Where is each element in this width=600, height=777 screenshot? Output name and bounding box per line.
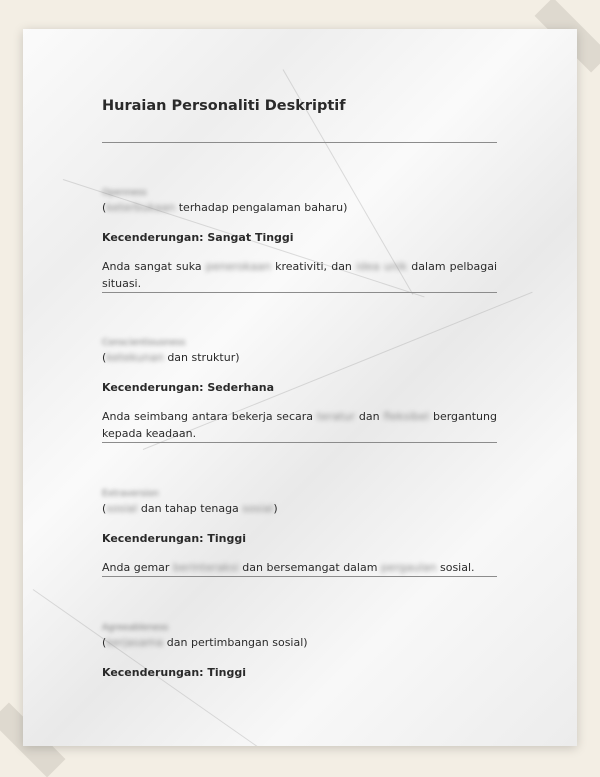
document-body — [102, 95, 497, 679]
trait-description — [102, 559, 497, 576]
trait-subtitle: (ketekunan dan struktur) — [102, 351, 240, 364]
trait-name: Extraversion — [102, 489, 159, 499]
blurred-text: fleksibel — [383, 410, 430, 423]
trait-description — [102, 258, 497, 292]
document-title: Huraian Personaliti Deskriptif — [102, 98, 346, 114]
trait-name: Conscientiousness — [102, 338, 186, 348]
subtitle-text: dan struktur) — [167, 351, 240, 364]
trait-section-conscientiousness — [102, 337, 497, 442]
tendency-label: Kecenderungan: Sederhana — [102, 381, 275, 394]
blurred-text: pergaulan — [380, 561, 437, 574]
tendency-label: Kecenderungan: Sangat Tinggi — [102, 231, 294, 244]
divider — [102, 142, 497, 143]
description-text: Anda gemar — [102, 561, 170, 574]
subtitle-text: ) — [273, 502, 278, 515]
trait-section-openness — [102, 187, 497, 292]
divider — [102, 292, 497, 293]
description-text: bergantung kepada keadaan. — [102, 410, 497, 440]
tendency-label: Kecenderungan: Tinggi — [102, 532, 247, 545]
blurred-text: berinteraksi — [172, 561, 239, 574]
description-text: sosial. — [439, 561, 475, 574]
tendency-label: Kecenderungan: Tinggi — [102, 666, 247, 679]
blurred-text: sosial — [106, 502, 138, 515]
description-text: kreativiti, dan — [275, 260, 352, 273]
subtitle-text: terhadap pengalaman baharu) — [178, 201, 348, 214]
blurred-text: idea unik — [356, 260, 408, 273]
blurred-text: ketekunan — [106, 351, 164, 364]
trait-section-extraversion — [102, 488, 497, 576]
description-text: Anda seimbang antara bekerja secara — [102, 410, 313, 423]
subtitle-text: dan tahap tenaga — [140, 502, 239, 515]
description-text: dan — [358, 410, 380, 423]
blurred-text: sosial — [242, 502, 274, 515]
blurred-text: kerjasama — [106, 636, 164, 649]
trait-description — [102, 408, 497, 442]
divider — [102, 576, 497, 577]
blurred-text: penerokaan — [205, 260, 271, 273]
trait-subtitle: (sosial dan tahap tenaga sosial) — [102, 502, 278, 515]
trait-name: Agreeableness — [102, 623, 169, 633]
trait-subtitle: (kerjasama dan pertimbangan sosial) — [102, 636, 308, 649]
trait-subtitle: (keterbukaan terhadap pengalaman baharu) — [102, 201, 348, 214]
paper-sheet — [23, 29, 577, 746]
description-text: dalam pelbagai situasi. — [102, 260, 497, 290]
trait-name: Openness — [102, 188, 147, 198]
blurred-text: teratur — [316, 410, 356, 423]
blurred-text: keterbukaan — [106, 201, 176, 214]
divider — [102, 442, 497, 443]
subtitle-text: dan pertimbangan sosial) — [166, 636, 308, 649]
trait-section-agreeableness — [102, 622, 497, 681]
description-text: dan bersemangat dalam — [242, 561, 378, 574]
description-text: Anda sangat suka — [102, 260, 202, 273]
